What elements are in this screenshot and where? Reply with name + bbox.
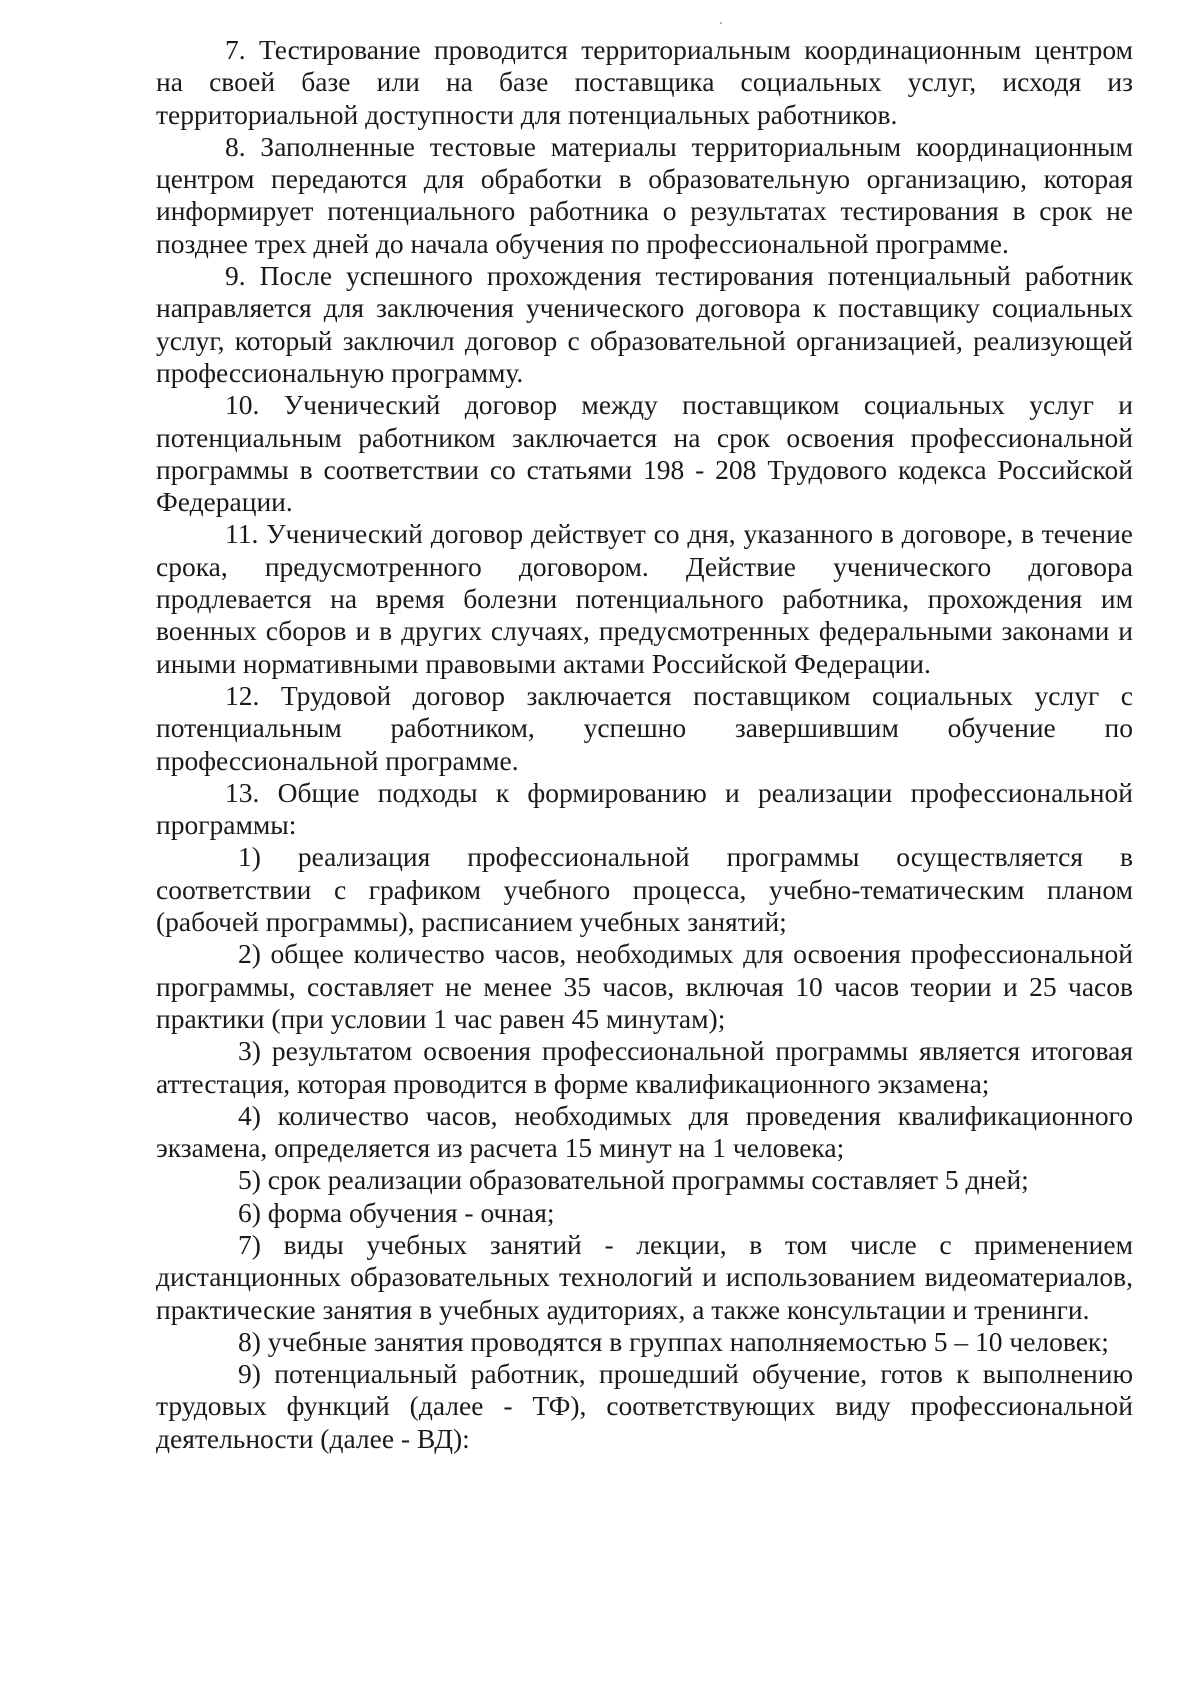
paragraph-7: 7. Тестирование проводится территориальным координационным центром на своей базе или на базе поставщика социальных услуг, исходя из территориальной доступности для потенциальных работников. bbox=[156, 34, 1133, 130]
paragraph-13: 13. Общие подходы к формированию и реализации профессиональной программы: bbox=[156, 776, 1133, 841]
list-item-6: 6) форма обучения - очная; bbox=[238, 1196, 555, 1228]
list-item-3: 3) результатом освоения профессиональной программы является итоговая аттестация, которая проводится в форме квалификационного экзамена; bbox=[156, 1035, 1133, 1099]
list-item-4: 4) количество часов, необходимых для проведения квалификационного экзамена, определяется из расчета 15 минут на 1 человека; bbox=[156, 1099, 1133, 1164]
paragraph-11: 11. Ученический договор действует со дня, указанного в договоре, в течение срока, предусмотренного договором. Действие ученического договора продлевается на время болезни потенциального работника, прохождения им военных сборов и в других случаях, предусмотренных федеральными законами и иными нормативными правовыми актами Российской Федерации. bbox=[156, 518, 1133, 679]
paragraph-9: 9. После успешного прохождения тестирования потенциальный работник направляется для заключения ученического договора к поставщику социальных услуг, который заключил договор с образовательной организацией, реализующей профессиональную программу. bbox=[156, 260, 1133, 388]
scan-speck bbox=[720, 22, 722, 24]
document-body bbox=[156, 34, 1133, 1455]
list-item-5: 5) срок реализации образовательной программы составляет 5 дней; bbox=[238, 1164, 1029, 1196]
list-item-8: 8) учебные занятия проводятся в группах наполняемостью 5 – 10 человек; bbox=[238, 1325, 1109, 1357]
list-item-9: 9) потенциальный работник, прошедший обучение, готов к выполнению трудовых функций (далее - ТФ), соответствующих виду профессиональной деятельности (далее - ВД): bbox=[156, 1358, 1133, 1454]
list-item-2: 2) общее количество часов, необходимых для освоения профессиональной программы, составляет не менее 35 часов, включая 10 часов теории и 25 часов практики (при условии 1 час равен 45 минутам); bbox=[156, 938, 1133, 1034]
list-item-1: 1) реализация профессиональной программы осуществляется в соответствии с графиком учебного процесса, учебно-тематическим планом (рабочей программы), расписанием учебных занятий; bbox=[156, 841, 1133, 938]
list-item-7: 7) виды учебных занятий - лекции, в том числе с применением дистанционных образовательных технологий и использованием видеоматериалов, практические занятия в учебных аудиториях, а также консультации и тренинги. bbox=[156, 1228, 1133, 1325]
paragraph-8: 8. Заполненные тестовые материалы территориальным координационным центром передаются для обработки в образовательную организацию, которая информирует потенциального работника о результатах тестирования в срок не позднее трех дней до начала обучения по профессиональной программе. bbox=[156, 130, 1133, 259]
paragraph-12: 12. Трудовой договор заключается поставщиком социальных услуг с потенциальным работником, успешно завершившим обучение по профессиональной программе. bbox=[156, 679, 1133, 776]
paragraph-10: 10. Ученический договор между поставщиком социальных услуг и потенциальным работником заключается на срок освоения профессиональной программы в соответствии со статьями 198 - 208 Трудового кодекса Российской Федерации. bbox=[156, 389, 1133, 518]
